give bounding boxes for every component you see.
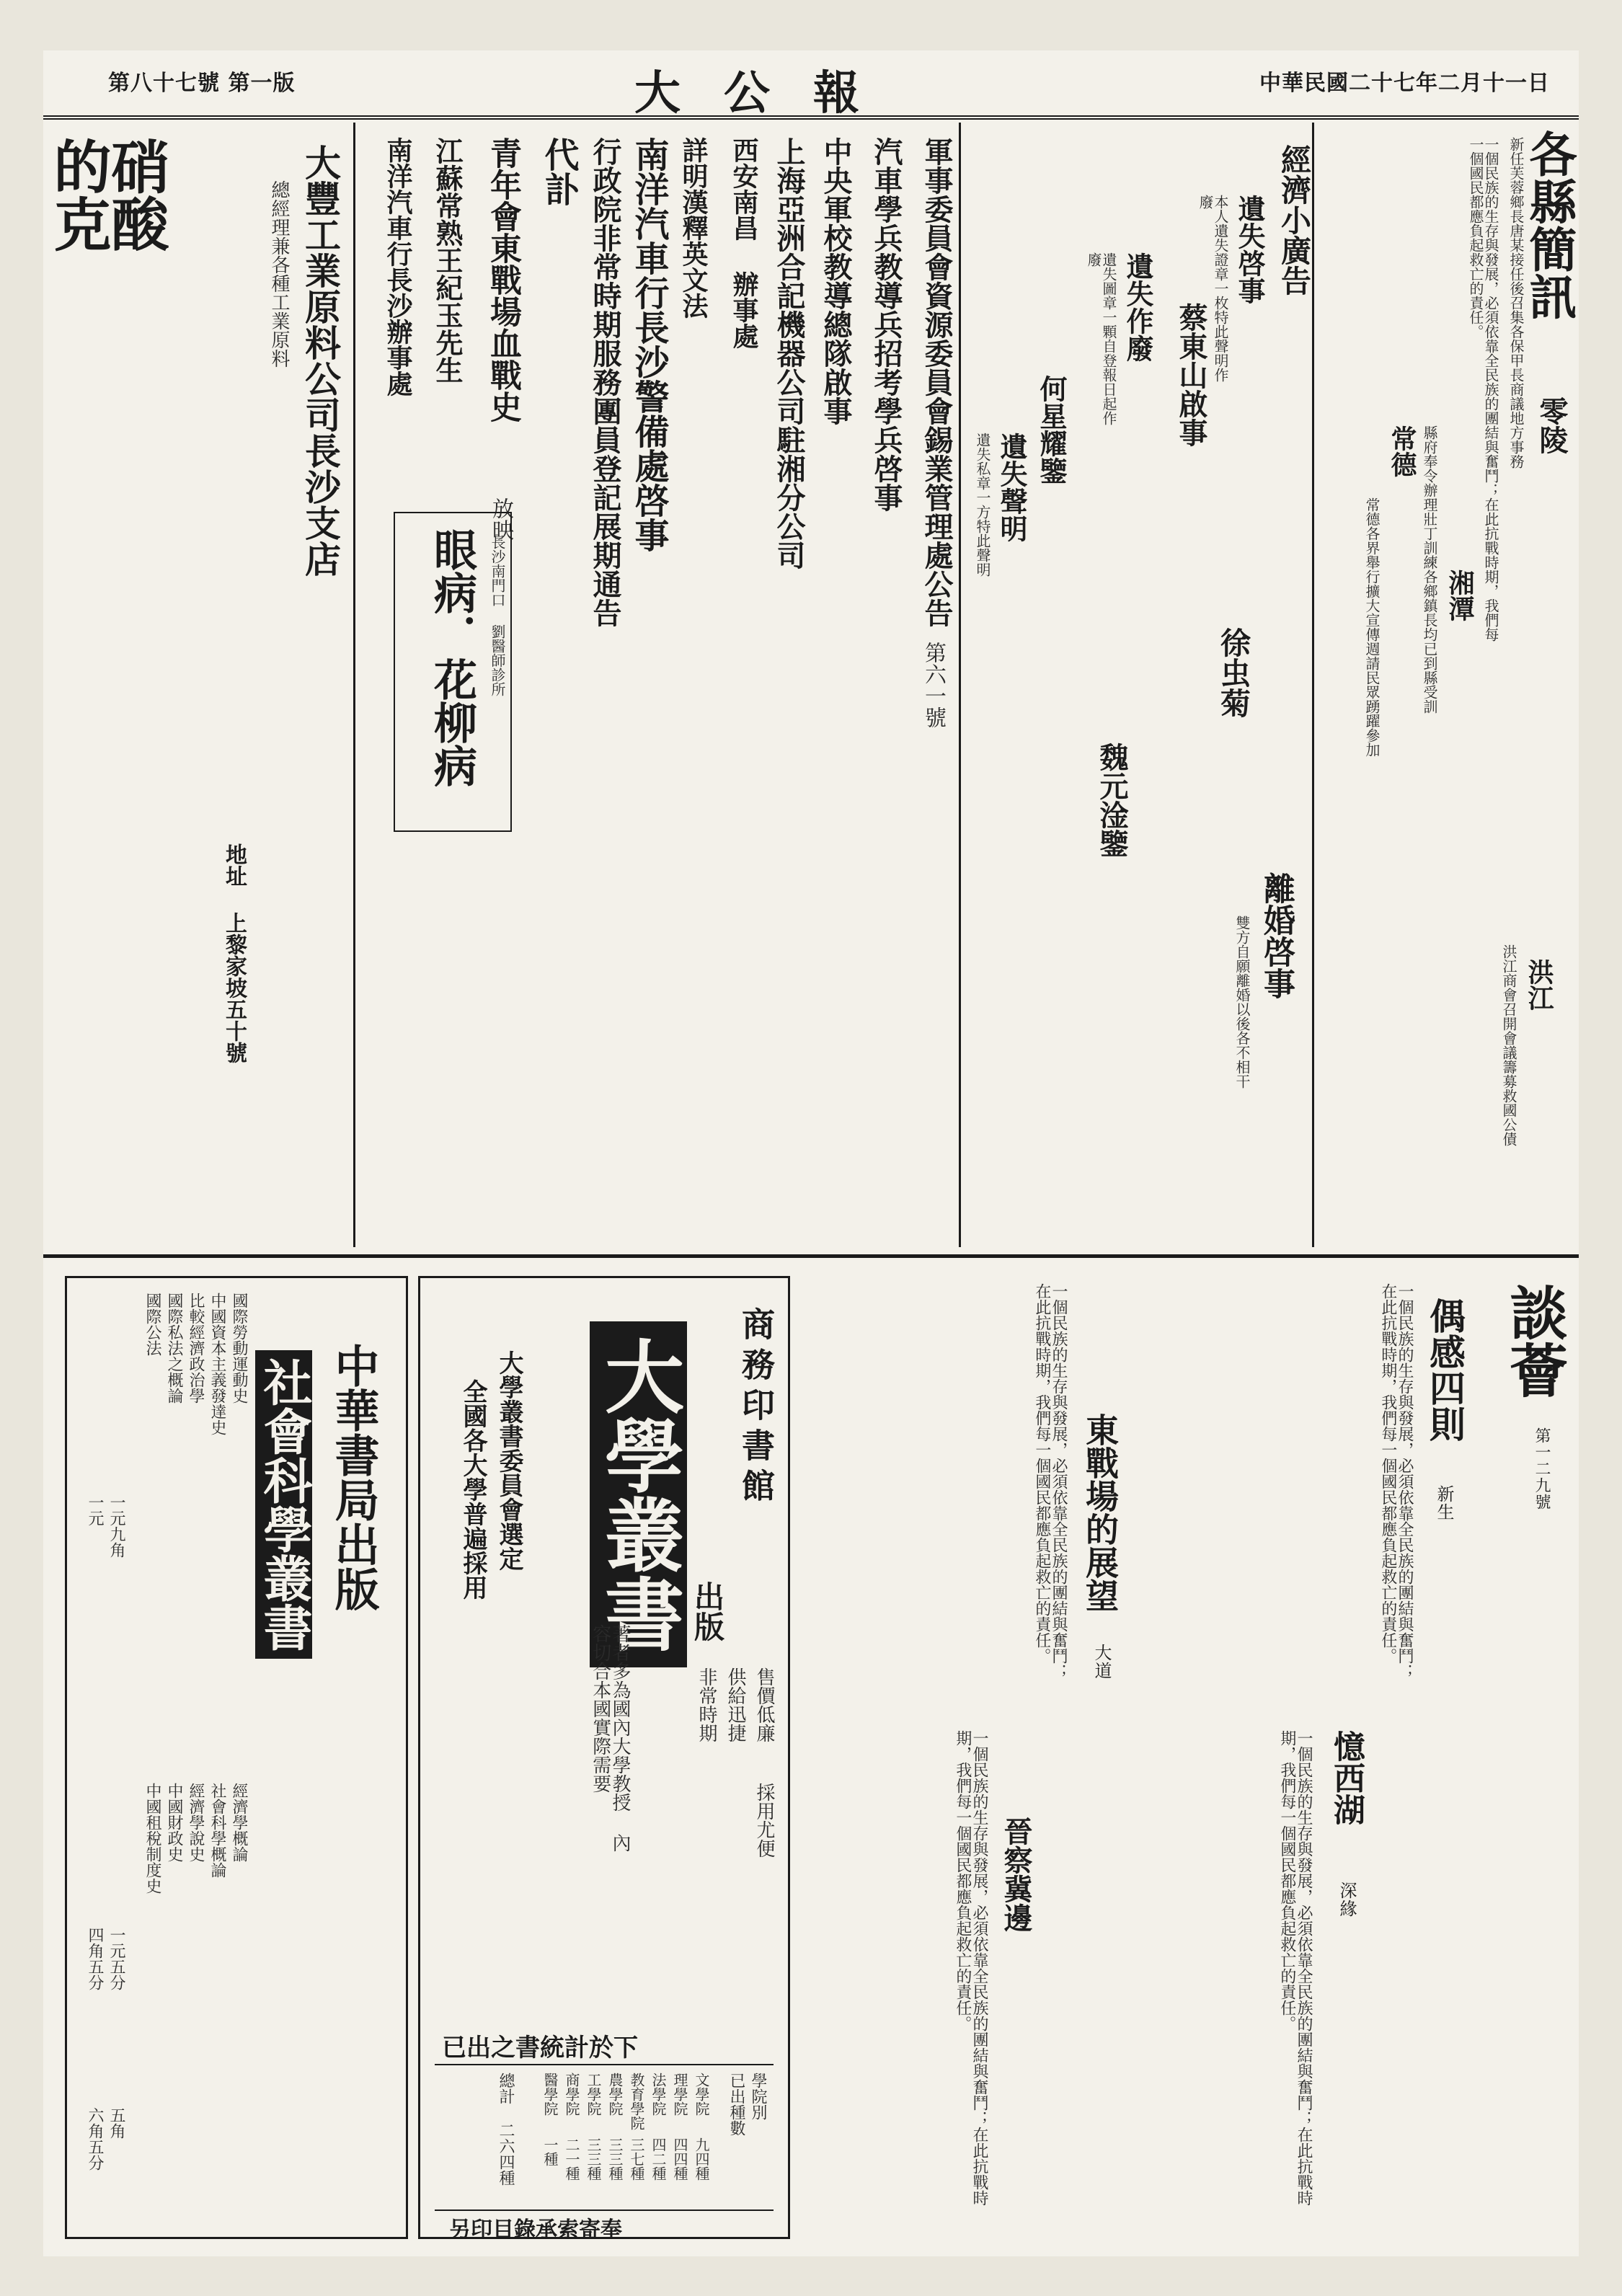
notice-title-3: 遺失聲明 [996, 433, 1028, 542]
commercial-feature-3: 非常時期 [696, 1667, 717, 1742]
essay4-title: 晉察冀邊 [999, 1817, 1033, 1932]
zhonghua-price-3: 一元五分 [107, 1927, 125, 1990]
zhonghua-series: 社會科學叢書 [255, 1350, 312, 1659]
masthead [43, 50, 1579, 120]
notice-title-1: 遺失啓事 [1233, 195, 1266, 304]
notice-title-5: 何星耀鑒 [1035, 375, 1068, 484]
table-row-6-b: 二一種 [563, 2137, 580, 2181]
literary-section-title: 談薈 [1500, 1283, 1568, 1399]
county-item-place-3: 常德 [1387, 425, 1417, 477]
headline-10: 代訃 [539, 137, 579, 206]
notice-text-3: 遺失私章一方特此聲明 [974, 433, 991, 577]
commercial-desc-title: 大學叢書委員會選定 [495, 1350, 523, 1571]
county-item-text-2: 縣府奉令辦理壯丁訓練各鄉鎮長均已到縣受訓 [1421, 425, 1438, 714]
notice-title-8: 離婚啓事 [1258, 872, 1295, 999]
headline-6: 西安南昌 辦事處 [729, 137, 759, 349]
table-row-5-a: 工學院 [585, 2073, 602, 2116]
table-row-1-a: 理學院 [671, 2073, 688, 2116]
notice-title-6: 魏元淦鑒 [1095, 743, 1129, 858]
zhonghua-price-1: 一元九角 [107, 1494, 125, 1558]
essay3-author: 深緣 [1337, 1881, 1357, 1918]
county-item-place-2: 湘潭 [1445, 569, 1475, 621]
essay4-text: 一個民族的生存與發展，必須依靠全民族的團結與奮鬥；在此抗戰時期，我們每一個國民都應負起救亡的責任。 [953, 1730, 988, 2206]
table-row-4-a: 農學院 [606, 2073, 624, 2116]
headline-2: 汽車學兵教導兵招考學兵啓事 [869, 137, 903, 512]
headline-8: 南洋汽車行長沙警備處啓事 [629, 137, 669, 552]
essay1-author: 新生 [1434, 1485, 1454, 1521]
county-item-text-1: 新任芙蓉鄉長唐某接任後召集各保甲長商議地方事務 [1507, 137, 1525, 469]
commercial-tag: 出版 [690, 1581, 725, 1641]
table-row-0-a: 文學院 [693, 2073, 710, 2116]
headline-9: 行政院非常時期服務團員登記展期通告 [588, 137, 622, 627]
notice-text-8: 雙方自願離婚以後各不相干 [1233, 916, 1251, 1089]
table-row-0-b: 九四種 [693, 2137, 710, 2181]
notice-title-7: 徐虫菊 [1216, 627, 1251, 718]
essay3-text: 一個民族的生存與發展，必須依靠全民族的團結與奮鬥；在此抗戰時期，我們每一個國民都應負起救亡的責任。 [1277, 1730, 1313, 2206]
headline-11-sub: 放映 [488, 497, 513, 541]
notice-text-2: 遺失圖章一顆自登報日起作廢 [1085, 252, 1117, 425]
essay2-title: 東戰場的展望 [1081, 1413, 1120, 1612]
zhonghua-book-8: 經濟學說史 [187, 1783, 205, 1862]
factory-ad-body: 總經理兼各種工業原料 [268, 180, 290, 368]
headline-1: 軍事委員會資源委員會錫業管理處公告 [920, 137, 954, 627]
newspaper-page [43, 50, 1579, 2256]
county-item-text-4: 洪江商會召開會議籌募救國公債 [1500, 944, 1517, 1146]
zhonghua-ad [65, 1276, 408, 2239]
literary-issue: 第一二九號 [1533, 1427, 1551, 1510]
factory-ad-address: 地址 上黎家坡五十號 [221, 843, 247, 1063]
zhonghua-price-4: 四角五分 [86, 1927, 104, 1990]
commercial-publisher: 商務印書館 [737, 1307, 776, 1509]
commercial-by: 著者多為國內大學教授 內容切合本國實際需要 [589, 1624, 631, 1852]
commercial-footer: 另印目錄承索寄奉 [449, 2217, 622, 2243]
commercial-press-ad [418, 1276, 790, 2243]
table-row-3-b: 三七種 [628, 2137, 645, 2181]
headline-11: 青年會東戰場血戰史 [484, 137, 521, 422]
headline-4: 上海亞洲合記機器公司駐湘分公司 [772, 137, 806, 569]
headlines-block [353, 123, 959, 1247]
table-row-2-b: 四二種 [650, 2137, 667, 2181]
county-item-text-1b: 一個民族的生存與發展，必須依靠全民族的團結與奮鬥；在此抗戰時期，我們每一個國民都應負起救亡的責任。 [1467, 137, 1499, 642]
zhonghua-book-10: 中國租稅制度史 [143, 1783, 161, 1894]
eye-ad-title: 眼病．花柳病 [427, 528, 477, 787]
date-line: 中華民國二十七年二月十一日 [1259, 71, 1550, 96]
zhonghua-book-7: 社會科學概論 [208, 1783, 226, 1878]
table-head-0: 學院別 [749, 2073, 767, 2120]
table-row-2-a: 法學院 [650, 2073, 667, 2116]
table-row-7-a: 醫學院 [541, 2073, 559, 2116]
essay3-title: 憶西湖 [1328, 1730, 1365, 1825]
eye-ad-sub: 長沙南門口 劉醫師診所 [489, 535, 506, 696]
commercial-feature-4: 採用尤便 [753, 1783, 775, 1858]
county-item-place-1: 零陵 [1535, 396, 1569, 454]
zhonghua-publisher: 中華書局出版 [327, 1343, 380, 1611]
paper-name: 大公報 [634, 66, 903, 120]
commercial-feature-1: 售價低廉 [753, 1667, 775, 1742]
headline-12: 江蘇常熟王紀玉先生 [431, 137, 464, 384]
zhonghua-book-2: 中國資本主義發達史 [208, 1293, 226, 1435]
acid-title: 硝酸 [102, 137, 169, 252]
commercial-feature-2: 供給迅捷 [724, 1667, 746, 1742]
issue-line: 第八十七號 第一版 [108, 71, 296, 96]
acid-sub: 的克 [44, 137, 112, 252]
zhonghua-price-5: 五角 [107, 2107, 125, 2139]
table-total: 總計 二六四種 [497, 2073, 515, 2186]
headline-3: 中央軍校教導總隊啟事 [819, 137, 853, 425]
zhonghua-book-1: 國際勞動運動史 [230, 1293, 248, 1404]
table-row-4-b: 三三種 [606, 2137, 624, 2181]
factory-ad-title: 大豐工業原料公司長沙支店 [299, 144, 342, 577]
section-divider [43, 1254, 1579, 1258]
essay2-text: 一個民族的生存與發展，必須依靠全民族的團結與奮鬥；在此抗戰時期，我們每一個國民都應負起救亡的責任。 [1032, 1283, 1068, 1680]
zhonghua-price-6: 六角五分 [86, 2107, 104, 2171]
zhonghua-book-5: 國際公法 [143, 1293, 161, 1356]
table-head-1: 已出種數 [727, 2073, 745, 2136]
eye-ad [394, 512, 512, 832]
zhonghua-price-2: 一元 [86, 1494, 104, 1526]
table-row-7-b: 一種 [541, 2137, 559, 2166]
notices-block [959, 123, 1314, 1247]
factory-ad [43, 123, 355, 1247]
zhonghua-book-4: 國際私法之概論 [165, 1293, 183, 1404]
zhonghua-book-3: 比較經濟政治學 [187, 1293, 205, 1404]
essay2-author: 大道 [1091, 1644, 1112, 1680]
table-row-5-b: 三三種 [585, 2137, 602, 2181]
literary-block [793, 1269, 1579, 2242]
commercial-stats-title: 已出之書統計於下 [442, 2034, 638, 2062]
county-news-title: 各縣簡訊 [1521, 130, 1577, 320]
commercial-main: 大學叢書 [590, 1321, 688, 1667]
headline-1-sub: 第六一號 [921, 642, 946, 728]
essay1-title: 偶感四則 [1424, 1298, 1466, 1442]
notice-text-1: 本人遺失證章一枚特此聲明作廢 [1197, 195, 1229, 382]
county-item-place-4: 洪江 [1524, 959, 1554, 1011]
table-row-6-a: 商學院 [563, 2073, 580, 2116]
zhonghua-book-9: 中國財政史 [165, 1783, 183, 1862]
commercial-table [435, 2064, 774, 2211]
headline-7: 詳明漢釋英文法 [678, 137, 709, 319]
table-row-1-b: 四四種 [671, 2137, 688, 2181]
commercial-desc2: 全國各大學普遍採用 [458, 1379, 487, 1600]
essay1-text: 一個民族的生存與發展，必須依靠全民族的團結與奮鬥；在此抗戰時期，我們每一個國民都應負起救亡的責任。 [1378, 1283, 1414, 1680]
notice-title-2: 遺失作廢 [1122, 252, 1154, 362]
headline-5: 南洋汽車行長沙辦事處 [383, 137, 413, 396]
notices-column-title: 經濟小廣告 [1277, 144, 1312, 296]
county-news-block [1312, 123, 1581, 1247]
notice-title-4: 蔡東山啟事 [1174, 303, 1208, 447]
county-item-text-3: 常德各界舉行擴大宣傳週請民眾踴躍參加 [1363, 497, 1381, 757]
zhonghua-book-6: 經濟學概論 [230, 1783, 248, 1862]
table-row-3-a: 教育學院 [628, 2073, 645, 2130]
